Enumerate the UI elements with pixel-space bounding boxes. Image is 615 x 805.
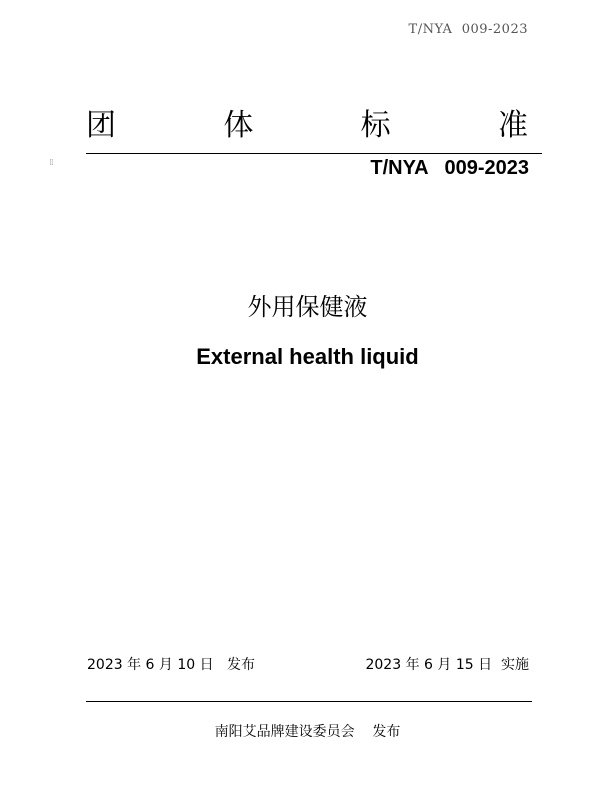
document-title-english: External health liquid	[196, 344, 419, 369]
standard-type-char: 标	[360, 108, 391, 143]
standard-number: T/NYA 009-2023	[370, 157, 529, 179]
publisher-line: 南阳艾品牌建设委员会 发布	[214, 724, 401, 740]
footer-divider	[86, 701, 532, 702]
document-title-chinese: 外用保健液	[247, 293, 368, 321]
implementation-date: 2023 年 6 月 15 日 实施	[365, 657, 529, 673]
standard-type-char: 团	[86, 108, 116, 143]
standard-type-char: 体	[223, 108, 254, 143]
header-divider	[86, 153, 542, 154]
standard-type-heading	[86, 108, 528, 144]
standard-type-char: 准	[497, 108, 528, 143]
release-date: 2023 年 6 月 10 日 发布	[87, 657, 255, 673]
header-standard-code: T/NYA 009-2023	[408, 22, 528, 37]
margin-mark: ⁞⁞	[49, 158, 53, 168]
